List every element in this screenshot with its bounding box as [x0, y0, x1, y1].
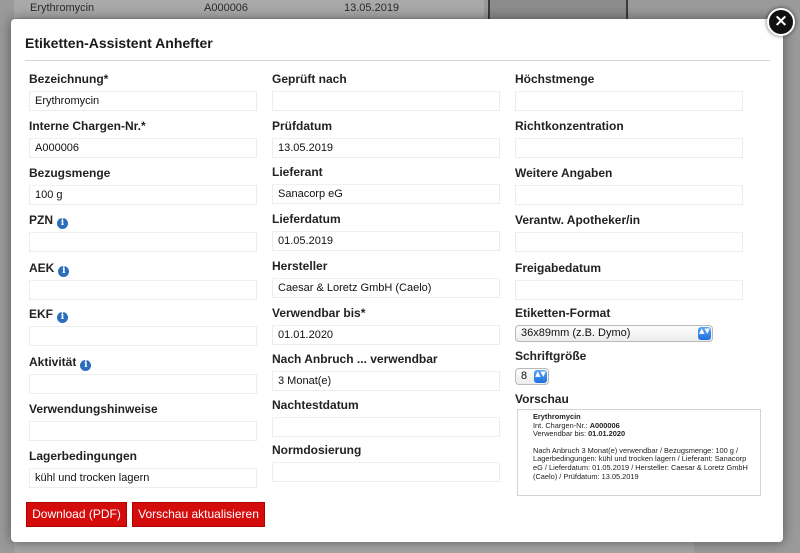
- select-schriftgroesse-value: 8: [521, 370, 528, 382]
- field-hoechstmenge: [515, 71, 743, 111]
- preview-charge-value: A000006: [589, 420, 620, 430]
- label-aktivitaet-text: Aktivität: [29, 355, 77, 369]
- dialog-title: Etiketten-Assistent Anhefter: [25, 35, 213, 51]
- label-aek: [29, 260, 257, 276]
- field-verwendungshinweise: [29, 401, 257, 441]
- label-hersteller: Hersteller: [272, 259, 328, 273]
- label-assistant-dialog: [11, 19, 783, 542]
- label-ekf-text: EKF: [29, 307, 53, 321]
- field-nach-anbruch: [272, 351, 500, 391]
- input-lieferant[interactable]: Sanacorp eG: [272, 184, 500, 204]
- label-aek-text: AEK: [29, 261, 55, 275]
- select-arrows-icon: ▲▼: [534, 370, 547, 383]
- aek-info-icon[interactable]: i: [58, 266, 69, 277]
- label-vorschau: Vorschau: [515, 392, 569, 406]
- select-etiketten-format-value: 36x89mm (z.B. Dymo): [521, 327, 631, 339]
- field-etiketten-format: [515, 305, 713, 342]
- field-weitere-angaben: [515, 165, 743, 205]
- input-verwendungshinweise[interactable]: [29, 421, 257, 441]
- label-hoechstmenge: Höchstmenge: [515, 72, 595, 86]
- label-etiketten-format: Etiketten-Format: [515, 306, 611, 320]
- select-schriftgroesse[interactable]: [515, 368, 549, 385]
- input-geprueft-nach[interactable]: [272, 91, 500, 111]
- input-verwendbar-bis[interactable]: 01.01.2020: [272, 325, 500, 345]
- input-lieferdatum[interactable]: 01.05.2019: [272, 231, 500, 251]
- preview-bis-value: 01.01.2020: [588, 429, 626, 439]
- label-verwendungshinweise: Verwendungshinweise: [29, 402, 158, 416]
- label-nach-anbruch: Nach Anbruch ... verwendbar: [272, 352, 438, 366]
- input-lagerbedingungen[interactable]: kühl und trocken lagern: [29, 468, 257, 488]
- label-preview: [517, 409, 761, 496]
- aktivitaet-info-icon[interactable]: i: [80, 360, 91, 371]
- input-normdosierung[interactable]: [272, 462, 500, 482]
- input-aktivitaet[interactable]: [29, 374, 257, 394]
- label-lieferant: Lieferant: [272, 165, 323, 179]
- field-apotheker: [515, 212, 743, 252]
- field-pruefdatum: [272, 118, 500, 158]
- select-etiketten-format[interactable]: [515, 325, 713, 342]
- select-arrows-icon: ▲▼: [698, 327, 711, 340]
- label-aktivitaet: [29, 354, 257, 370]
- input-aek[interactable]: [29, 280, 257, 300]
- refresh-preview-button[interactable]: Vorschau aktualisieren: [132, 502, 265, 527]
- close-icon[interactable]: ×: [767, 8, 795, 36]
- field-ekf: [29, 306, 257, 346]
- label-verwendbar-bis: Verwendbar bis*: [272, 306, 366, 320]
- input-nachtestdatum[interactable]: [272, 417, 500, 437]
- field-lieferdatum: [272, 211, 500, 251]
- field-nachtestdatum: [272, 397, 500, 437]
- preview-body: Nach Anbruch 3 Monat(e) verwendbar / Bezugsmenge: 100 g / Lagerbedingungen: kühl und trocken lagern / Lieferant: Sanacorp eG / Lieferdatum: 01.05.2019 / Hersteller: Caesar & Loretz GmbH (Caelo) / Prüfdatum: 13.05.2019: [533, 445, 748, 481]
- label-apotheker: Verantw. Apotheker/in: [515, 213, 641, 227]
- label-geprueft-nach: Geprüft nach: [272, 72, 347, 86]
- input-ekf[interactable]: [29, 326, 257, 346]
- pzn-info-icon[interactable]: i: [57, 218, 68, 229]
- input-nach-anbruch[interactable]: 3 Monat(e): [272, 371, 500, 391]
- field-normdosierung: [272, 442, 500, 482]
- label-pzn-text: PZN: [29, 213, 53, 227]
- label-lieferdatum: Lieferdatum: [272, 212, 341, 226]
- field-aktivitaet: [29, 354, 257, 394]
- background-table-row: [14, 0, 484, 18]
- label-charge: Interne Chargen-Nr.*: [29, 119, 146, 133]
- input-apotheker[interactable]: [515, 232, 743, 252]
- input-hoechstmenge[interactable]: [515, 91, 743, 111]
- field-geprueft-nach: [272, 71, 500, 111]
- input-pzn[interactable]: [29, 232, 257, 252]
- input-weitere-angaben[interactable]: [515, 185, 743, 205]
- label-ekf: [29, 306, 257, 322]
- field-pzn: [29, 212, 257, 252]
- label-bezeichnung: Bezeichnung*: [29, 72, 109, 86]
- label-lagerbedingungen: Lagerbedingungen: [29, 449, 137, 463]
- input-bezeichnung[interactable]: Erythromycin: [29, 91, 257, 111]
- label-schriftgroesse: Schriftgröße: [515, 349, 587, 363]
- label-pruefdatum: Prüfdatum: [272, 119, 332, 133]
- field-bezeichnung: [29, 71, 257, 111]
- input-hersteller[interactable]: Caesar & Loretz GmbH (Caelo): [272, 278, 500, 298]
- field-lagerbedingungen: [29, 448, 257, 488]
- field-schriftgroesse: [515, 348, 587, 385]
- input-richtkonzentration[interactable]: [515, 138, 743, 158]
- field-charge: [29, 118, 257, 158]
- preview-charge-label: Int. Chargen-Nr.:: [533, 420, 588, 430]
- label-weitere-angaben: Weitere Angaben: [515, 166, 613, 180]
- ekf-info-icon[interactable]: i: [57, 312, 68, 323]
- field-vorschau: [515, 391, 743, 407]
- title-divider: [25, 60, 770, 61]
- input-freigabedatum[interactable]: [515, 280, 743, 300]
- label-freigabedatum: Freigabedatum: [515, 261, 602, 275]
- background-cell-date: 13.05.2019: [344, 2, 400, 14]
- label-normdosierung: Normdosierung: [272, 443, 362, 457]
- download-pdf-button[interactable]: Download (PDF): [26, 502, 127, 527]
- background-cell-charge: A000006: [204, 2, 249, 14]
- field-aek: [29, 260, 257, 300]
- label-bezugsmenge: Bezugsmenge: [29, 166, 111, 180]
- field-bezugsmenge: [29, 165, 257, 205]
- label-richtkonzentration: Richtkonzentration: [515, 119, 624, 133]
- preview-bis-line: [533, 430, 754, 439]
- field-hersteller: [272, 258, 500, 298]
- input-pruefdatum[interactable]: 13.05.2019: [272, 138, 500, 158]
- field-verwendbar-bis: [272, 305, 500, 345]
- preview-title: Erythromycin: [533, 412, 581, 421]
- label-nachtestdatum: Nachtestdatum: [272, 398, 359, 412]
- field-richtkonzentration: [515, 118, 743, 158]
- field-freigabedatum: [515, 260, 743, 300]
- input-charge[interactable]: A000006: [29, 138, 257, 158]
- background-cell-name: Erythromycin: [30, 2, 95, 14]
- preview-bis-label: Verwendbar bis:: [533, 429, 586, 439]
- label-pzn: [29, 212, 257, 228]
- input-bezugsmenge[interactable]: 100 g: [29, 185, 257, 205]
- field-lieferant: [272, 164, 500, 204]
